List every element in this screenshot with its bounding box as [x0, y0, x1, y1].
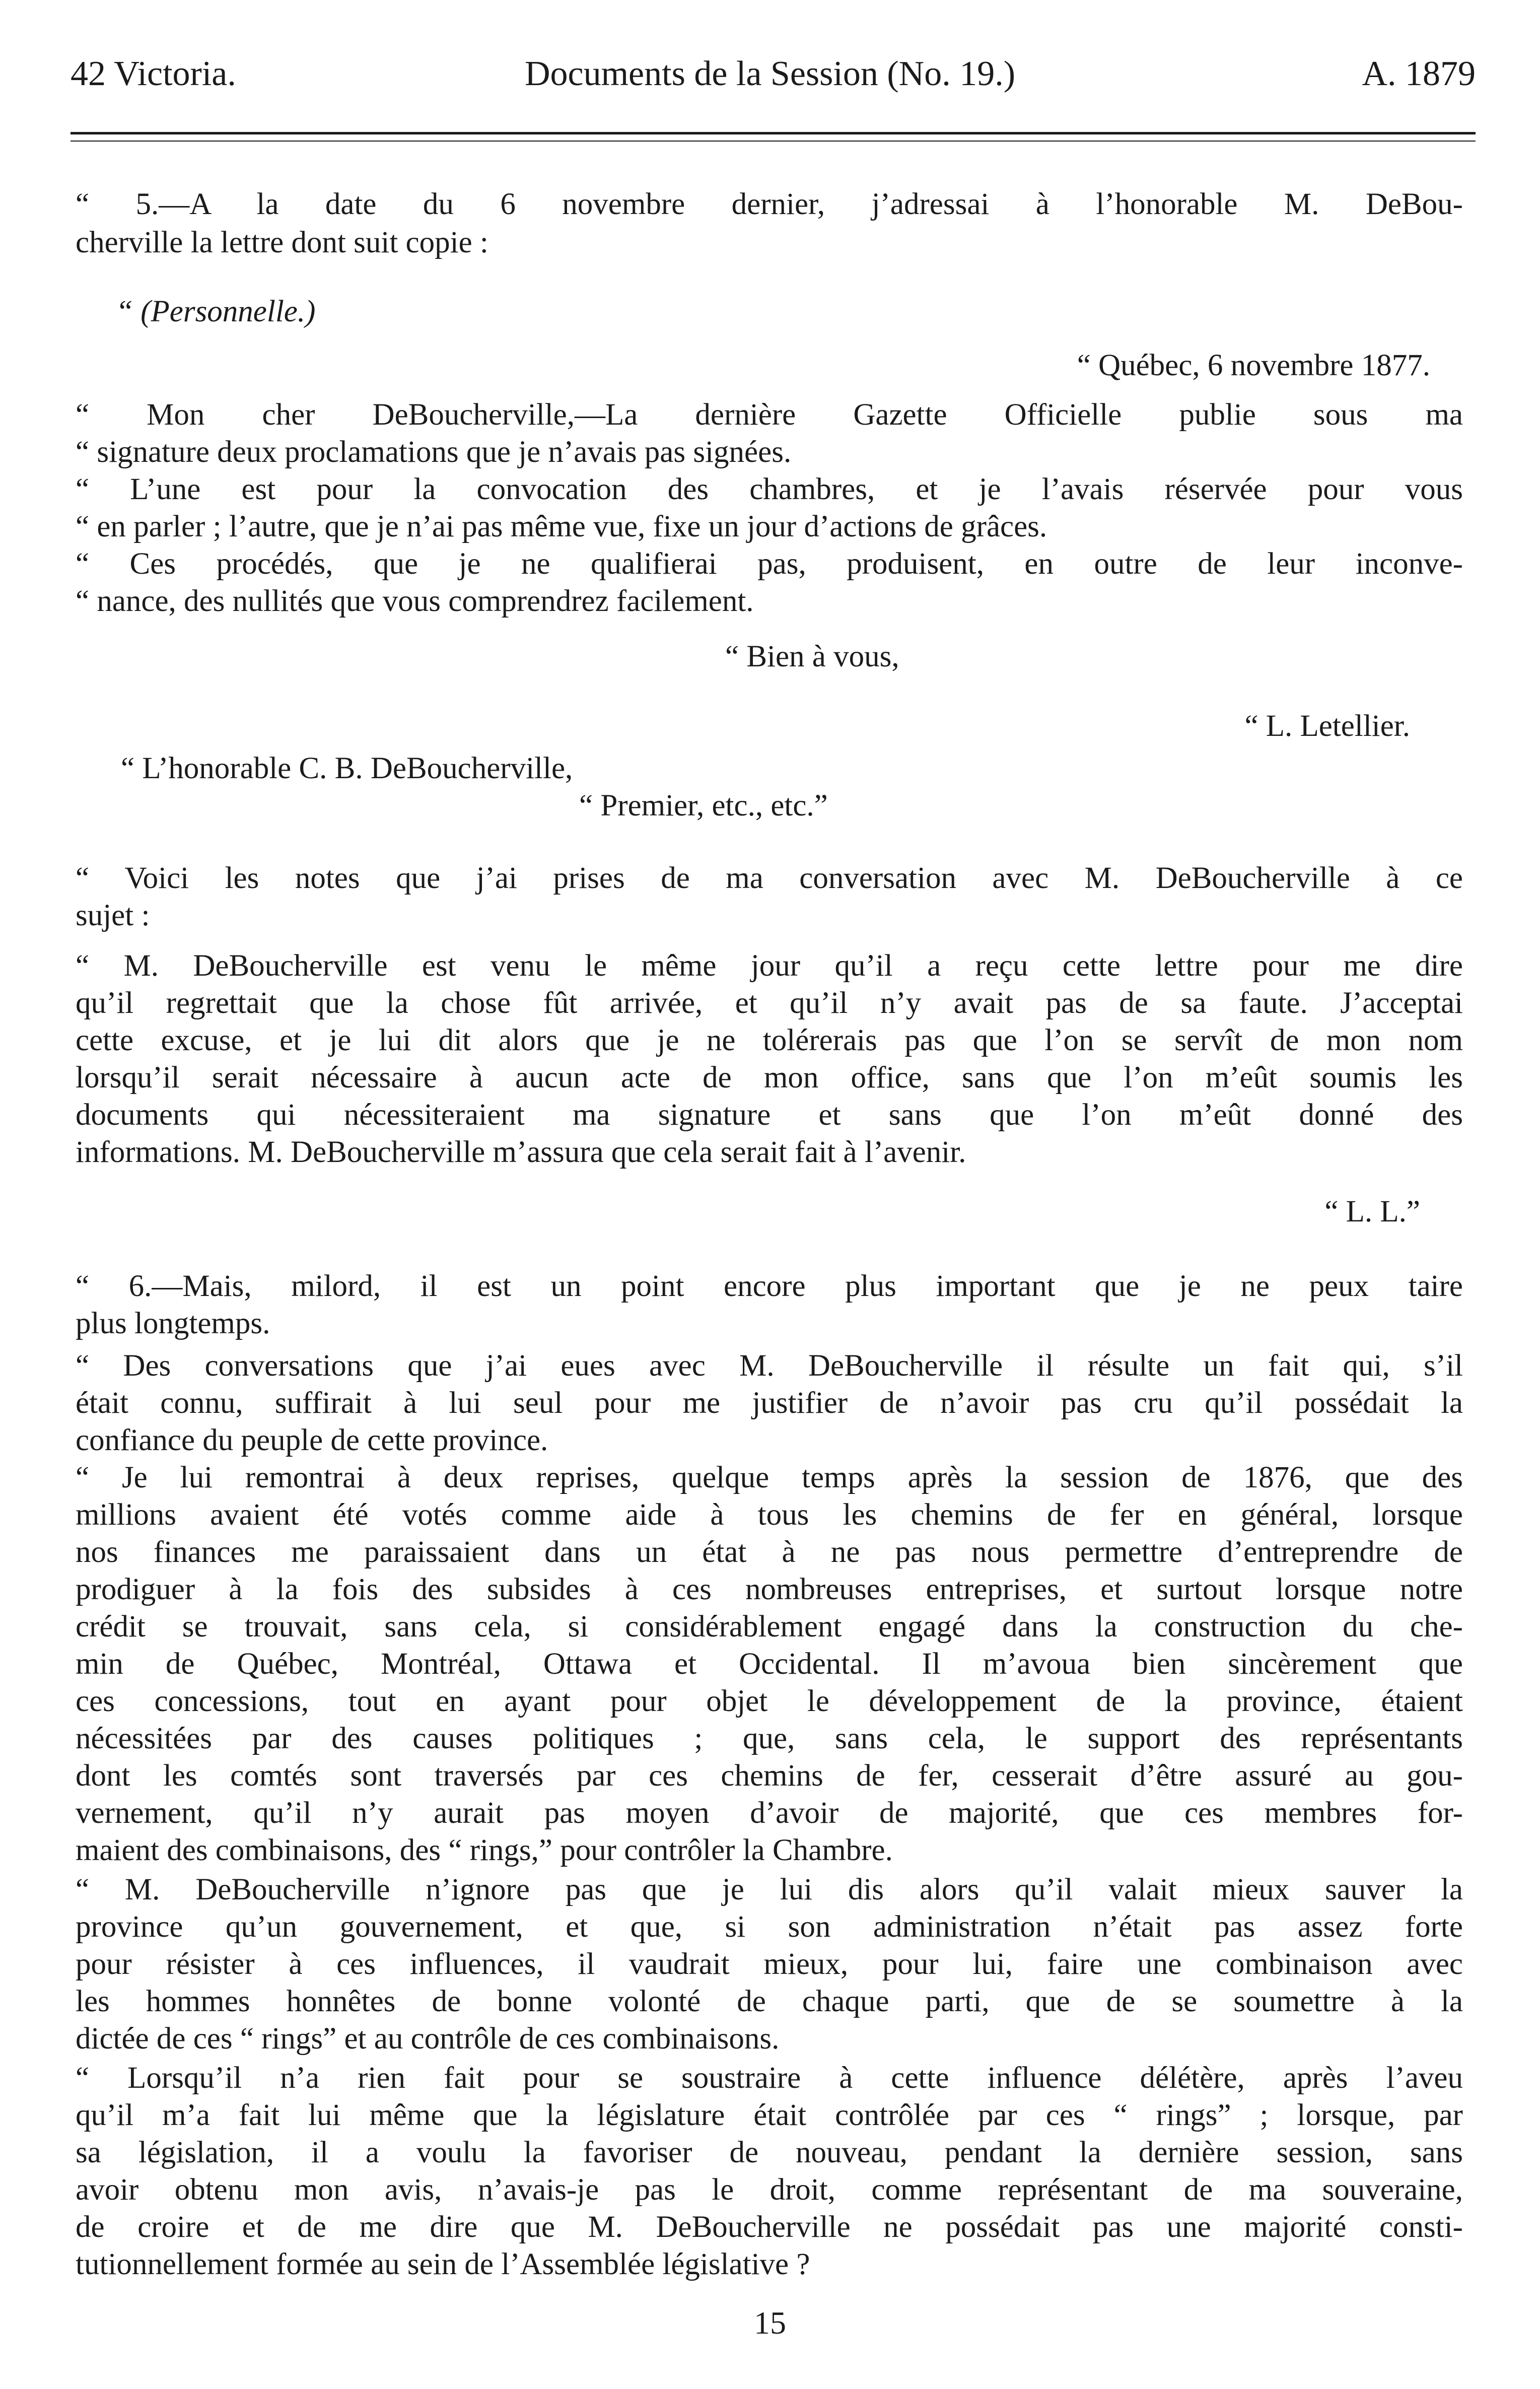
- text-line: était connu, suffirait à lui seul pour me justifier de n’avoir pas cru qu’il possédait la: [76, 1386, 1463, 1420]
- text-line: “ nance, des nullités que vous comprendrez facilement.: [76, 584, 754, 618]
- letter-addressee: “ L’honorable C. B. DeBoucherville,: [121, 752, 573, 785]
- text-line: “ M. DeBoucherville est venu le même jour qu’il a reçu cette lettre pour me dire: [76, 949, 1463, 983]
- text-line: avoir obtenu mon avis, n’avais-je pas le droit, comme représentant de ma souveraine,: [76, 2173, 1463, 2207]
- text-line: cette excuse, et je lui dit alors que je ne tolérerais pas que l’on se servît de mon nom: [76, 1023, 1463, 1057]
- text-line: “ Des conversations que j’ai eues avec M. DeBoucherville il résulte un fait qui, s’il: [76, 1349, 1463, 1383]
- text-line: sujet :: [76, 899, 150, 932]
- letter-date: “ Québec, 6 novembre 1877.: [1077, 349, 1430, 382]
- text-line: “ M. DeBoucherville n’ignore pas que je lui dis alors qu’il valait mieux sauver la: [76, 1873, 1463, 1906]
- text-line: nos finances me paraissaient dans un état à ne pas nous permettre d’entreprendre de: [76, 1535, 1463, 1569]
- text-line: lorsqu’il serait nécessaire à aucun acte de mon office, sans que l’on m’eût soumis les: [76, 1061, 1463, 1095]
- text-line: “ signature deux proclamations que je n’avais pas signées.: [76, 435, 792, 469]
- text-line: ces concessions, tout en ayant pour objet le développement de la province, étaient: [76, 1684, 1463, 1718]
- text-line: province qu’un gouvernement, et que, si son administration n’était pas assez forte: [76, 1910, 1463, 1944]
- text-line: “ (Personnelle.): [116, 295, 316, 328]
- text-line: “ 5.—A la date du 6 novembre dernier, j’adressai à l’honorable M. DeBou-: [76, 187, 1463, 221]
- text-line: vernement, qu’il n’y aurait pas moyen d’avoir de majorité, que ces membres for-: [76, 1796, 1463, 1830]
- running-head-left: 42 Victoria.: [71, 54, 236, 93]
- text-line: documents qui nécessiteraient ma signature et sans que l’on m’eût donné des: [76, 1098, 1463, 1132]
- text-line: qu’il m’a fait lui même que la législature était contrôlée par ces “ rings” ; lorsque, par: [76, 2098, 1463, 2132]
- text-line: maient des combinaisons, des “ rings,” pour contrôler la Chambre.: [76, 1833, 893, 1867]
- text-line: informations. M. DeBoucherville m’assura que cela serait fait à l’avenir.: [76, 1135, 966, 1169]
- text-line: prodiguer à la fois des subsides à ces nombreuses entreprises, et surtout lorsque notre: [76, 1573, 1463, 1606]
- text-line: sa législation, il a voulu la favoriser de nouveau, pendant la dernière session, sans: [76, 2136, 1463, 2169]
- page-number: 15: [754, 2305, 786, 2341]
- text-line: tutionnellement formée au sein de l’Assemblée législative ?: [76, 2247, 810, 2281]
- text-line: nécessitées par des causes politiques ; que, sans cela, le support des représentants: [76, 1722, 1463, 1755]
- letter-signature: “ L. Letellier.: [1244, 709, 1410, 743]
- text-line: confiance du peuple de cette province.: [76, 1423, 548, 1457]
- text-line: crédit se trouvait, sans cela, si considérablement engagé dans la construction du che-: [76, 1610, 1463, 1644]
- text-line: millions avaient été votés comme aide à tous les chemins de fer en général, lorsque: [76, 1498, 1463, 1532]
- text-line: de croire et de me dire que M. DeBoucherville ne possédait pas une majorité consti-: [76, 2210, 1463, 2244]
- text-line: “ en parler ; l’autre, que je n’ai pas même vue, fixe un jour d’actions de grâces.: [76, 510, 1047, 543]
- text-line: “ L’une est pour la convocation des chambres, et je l’avais réservée pour vous: [76, 472, 1463, 506]
- text-line: “ Lorsqu’il n’a rien fait pour se soustraire à cette influence délétère, après l’aveu: [76, 2061, 1463, 2095]
- header-rule-thick: [71, 132, 1476, 134]
- text-line: “ Voici les notes que j’ai prises de ma conversation avec M. DeBoucherville à ce: [76, 861, 1463, 895]
- text-line: plus longtemps.: [76, 1307, 270, 1340]
- text-line: cherville la lettre dont suit copie :: [76, 226, 488, 259]
- text-line: dictée de ces “ rings” et au contrôle de ces combinaisons.: [76, 2022, 780, 2056]
- text-line: qu’il regrettait que la chose fût arrivée, et qu’il n’y avait pas de sa faute. J’acceptai: [76, 986, 1463, 1020]
- text-line: “ Je lui remontrai à deux reprises, quelque temps après la session de 1876, que des: [76, 1461, 1463, 1494]
- text-line: “ 6.—Mais, milord, il est un point encore plus important que je ne peux taire: [76, 1269, 1463, 1303]
- notes-signature: “ L. L.”: [1324, 1195, 1420, 1228]
- running-head-title: Documents de la Session (No. 19.): [524, 54, 1016, 93]
- text-line: dont les comtés sont traversés par ces chemins de fer, cesserait d’être assuré au gou-: [76, 1759, 1463, 1793]
- text-line: min de Québec, Montréal, Ottawa et Occidental. Il m’avoua bien sincèrement que: [76, 1647, 1463, 1681]
- text-line: pour résister à ces influences, il vaudrait mieux, pour lui, faire une combinaison avec: [76, 1947, 1463, 1981]
- running-head-right: A. 1879: [1362, 54, 1476, 93]
- text-line: “ Mon cher DeBoucherville,—La dernière Gazette Officielle publie sous ma: [76, 398, 1463, 432]
- letter-addressee-title: “ Premier, etc., etc.”: [579, 789, 828, 823]
- letter-closing: “ Bien à vous,: [725, 640, 899, 673]
- text-line: “ Ces procédés, que je ne qualifierai pas, produisent, en outre de leur inconve-: [76, 547, 1463, 581]
- text-line: les hommes honnêtes de bonne volonté de chaque parti, que de se soumettre à la: [76, 1985, 1463, 2018]
- header-rule-thin: [71, 141, 1476, 142]
